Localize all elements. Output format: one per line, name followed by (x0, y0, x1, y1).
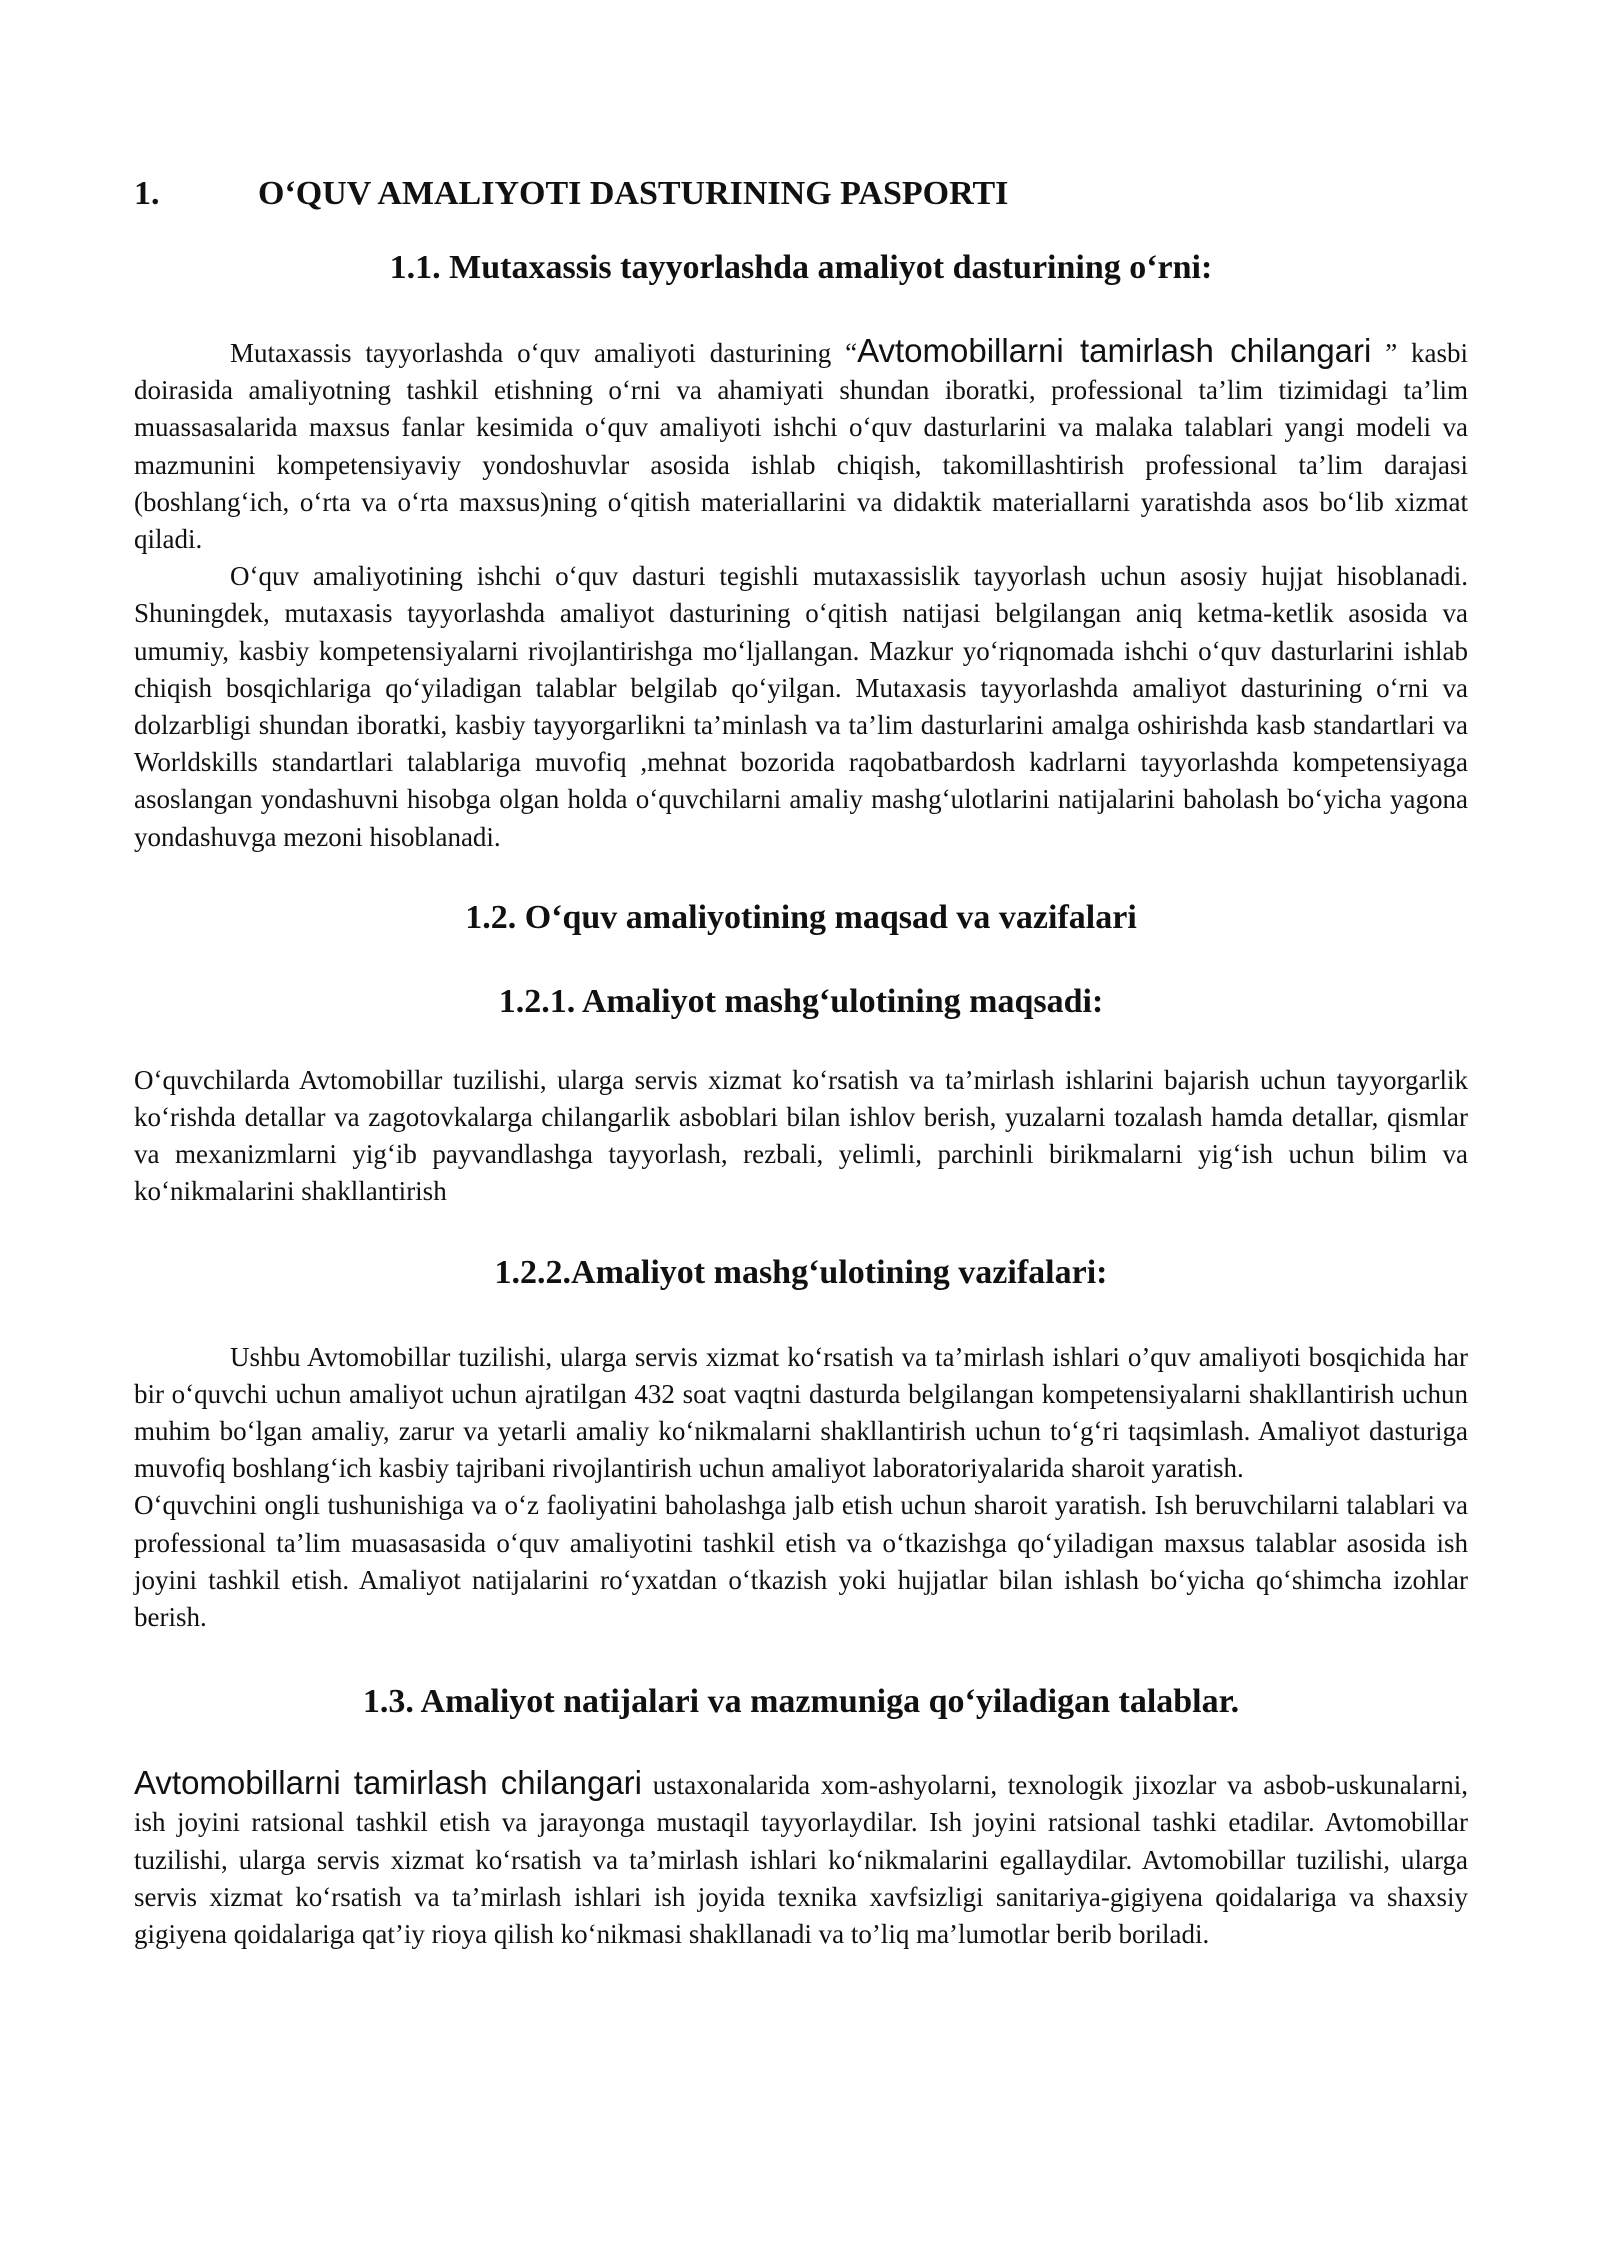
section-1-title: O‘QUV AMALIYOTI DASTURINING PASPORTI (258, 175, 1009, 212)
section-1-2-1-heading: 1.2.1. Amaliyot mashg‘ulotining maqsadi: (498, 982, 1104, 1020)
section-1-2-1-paragraph: O‘quvchilarda Avtomobillar tuzilishi, ularga servis xizmat ko‘rsatish va ta’mirlash ishlarini bajarish uchun tayyorgarlik ko‘rishda detallar va zagotovkalarga chilangarlik asboblari bilan ishlov berish, yuzalarni tozalash hamda detallar, qismlar va mexanizmlarni yig‘ib payvandlashga tayyorlash, rezbali, yelimli, parchinli birikmalarni yig‘ish uchun bilim va ko‘nikmalarini shakllantirish (134, 1064, 1468, 1207)
section-1-1-heading: 1.1. Mutaxassis tayyorlashda amaliyot dasturining o‘rni: (389, 249, 1213, 286)
section-1-number: 1. (134, 175, 160, 212)
section-1-2-2-paragraph-1: Ushbu Avtomobillar tuzilishi, ularga servis xizmat ko‘rsatish va ta’mirlash ishlari o’quv amaliyoti bosqichida har bir o‘quvchi uchun amaliyot uchun ajratilgan 432 soat vaqtni dasturda belgilangan kompetensiyalarni shakllantirish uchun muhim bo‘lgan amaliy, zarur va yetarli amaliy ko‘nikmalarni shakllantirish uchun to‘g‘ri taqsimlash. Amaliyot dasturiga muvofiq boshlang‘ich kasbiy tajribani rivojlantirish uchun amaliyot laboratoriyalarida sharoit yaratish. (134, 1341, 1468, 1484)
document-body (134, 172, 1468, 1953)
p1-rest-text: ” kasbi doirasida amaliyotning tashkil etishning o‘rni va ahamiyati shundan iboratki, professional ta’lim tizimidagi ta’lim muassasalarida maxsus fanlar kesimida o‘quv amaliyoti ishchi o‘quv dasturlarini va malaka talablari yangi modeli va mazmunini kompetensiyaviy yondoshuvlar asosida ishlab chiqish, takomillashtirish professional ta’lim darajasi (boshlang‘ich, o‘rta va o‘rta maxsus)ning o‘qitish materiallarini va didaktik materiallarni yaratishda asos bo‘lib xizmat qiladi. (134, 338, 1469, 555)
section-1-3-heading: 1.3. Amaliyot natijalari va mazmuniga qo‘yiladigan talablar. (362, 1683, 1240, 1721)
section-1-1-paragraph-1 (134, 332, 1468, 558)
section-1-2-heading: 1.2. O‘quv amaliyotining maqsad va vazifalari (465, 898, 1137, 936)
section-1-1-paragraph-2: O‘quv amaliyotining ishchi o‘quv dasturi tegishli mutaxassislik tayyorlash uchun asosiy hujjat hisoblanadi. Shuningdek, mutaxasis tayyorlashda amaliyot dasturining o‘qitish natijasi belgilangan aniq ketma-ketlik asosida va umumiy, kasbiy kompetensiyalarni rivojlantirishga mo‘ljallangan. Mazkur yo‘riqnomada ishchi o‘quv dasturlarini ishlab chiqish bosqichlariga qo‘yiladigan talablar belgilab qo‘yilgan. Mutaxasis tayyorlashda amaliyot dasturining o‘rni va dolzarbligi shundan iboratki, kasbiy tayyorgarlikni ta’minlash va ta’lim dasturlarini amalga oshirishda kasb standartlari va Worldskills standartlari talablariga muvofiq ,mehnat bozorida raqobatbardosh kadrlarni tayyorlashda kompetensiyaga asoslangan yondashuvni hisobga olgan holda o‘quvchilarni amaliy mashg‘ulotlarini natijalarini baholash bo‘yicha yagona yondashuvga mezoni hisoblanadi. (134, 561, 1468, 852)
section-1-3-paragraph (134, 1764, 1468, 1953)
section-1-3-emphasis-text: Avtomobillarni tamirlash chilangari (134, 1764, 643, 1802)
section-1-2-2-paragraph-2: O‘quvchini ongli tushunishiga va o‘z faoliyatini baholashga jalb etish uchun sharoit yaratish. Ish beruvchilarni talablari va professional ta’lim muasasasida o‘quv amaliyotini tashkil etish va o‘tkazishga qo‘yiladigan maxsus talablar asosida ish joyini tashkil etish. Amaliyot natijalarini ro‘yxatdan o‘tkazish yoki hujjatlar bilan ishlash bo‘yicha qo‘shimcha izohlar berish. (134, 1490, 1468, 1633)
section-1-3-rest-text: ustaxonalarida xom-ashyolarni, texnologik jixozlar va asbob-uskunalarni, ish joyini ratsional tashkil etish va jarayonga mustaqil tayyorlaydilar. Ish joyini ratsional tashki etadilar. Avtomobillar tuzilishi, ularga servis xizmat ko‘rsatish va ta’mirlash ishlari ko‘nikmalarini egallaydilar. Avtomobillar tuzilishi, ularga servis xizmat ko‘rsatish va ta’mirlash ishlari ish joyida texnika xavfsizligi sanitariya-gigiyena qoidalariga va shaxsiy gigiyena qoidalariga qat’iy rioya qilish ko‘nikmasi shakllanadi va to’liq ma’lumotlar berib boriladi. (134, 1770, 1468, 1950)
section-1-heading (134, 172, 1468, 216)
p1-emphasis-text: Avtomobillarni tamirlash chilangari (857, 332, 1372, 369)
p1-lead-text: Mutaxassis tayyorlashda o‘quv amaliyoti dasturining “ (230, 338, 858, 368)
section-1-2-2-heading: 1.2.2.Amaliyot mashg‘ulotining vazifalari: (494, 1253, 1108, 1291)
